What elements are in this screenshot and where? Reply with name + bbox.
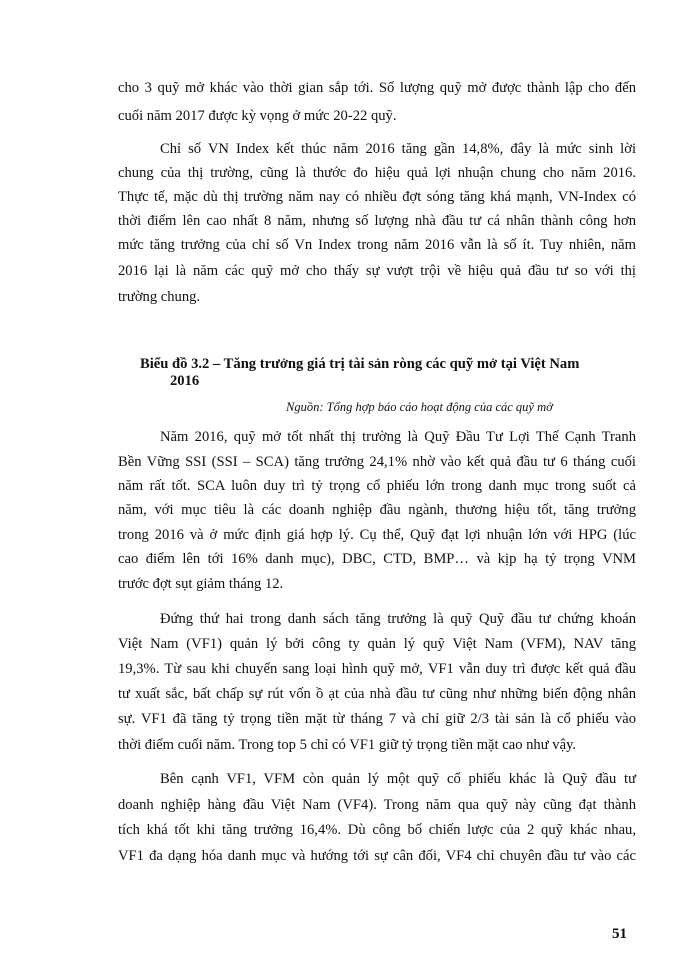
paragraph-4-line-4: tư xuất sắc, bất chấp sự rút vốn ồ ạt của nhà đầu tư cũng như những biến động nhân [118, 686, 636, 702]
paragraph-3-line-5: trong 2016 và ở mức định giá hợp lý. Cụ thể, Quỹ đạt lợi nhuận lớn với HPG (lúc [118, 527, 636, 543]
paragraph-3-line-6: cao điểm lên tới 16% danh mục), DBC, CTD, BMP… và kịp hạ tỷ trọng VNM [118, 551, 636, 567]
paragraph-3-line-1: Năm 2016, quỹ mở tốt nhất thị trường là Quỹ Đầu Tư Lợi Thế Cạnh Tranh [160, 429, 636, 445]
page-number: 51 [612, 926, 627, 942]
paragraph-2-line-1: Chỉ số VN Index kết thúc năm 2016 tăng gần 14,8%, đây là mức sinh lời [160, 141, 636, 157]
paragraph-2-line-3: Thực tế, mặc dù thị trường năm nay có nhiều đợt sóng tăng khá mạnh, VN-Index có [118, 189, 636, 205]
paragraph-2-line-6: 2016 lại là năm các quỹ mở cho thấy sự vượt trội về hiệu quả đầu tư so với thị [118, 263, 636, 279]
paragraph-3-line-4: năm, với mục tiêu là các doanh nghiệp đầu ngành, thương hiệu tốt, tăng trưởng [118, 502, 636, 518]
paragraph-4-line-1: Đứng thứ hai trong danh sách tăng trưởng là quỹ Quỹ đầu tư chứng khoán [160, 611, 636, 627]
paragraph-4-line-2: Việt Nam (VF1) quản lý bởi công ty quản lý quỹ Việt Nam (VFM), NAV tăng [118, 636, 636, 652]
paragraph-2-line-5: mức tăng trưởng của chỉ số Vn Index trong năm 2016 vẫn là số ít. Tuy nhiên, năm [118, 237, 636, 253]
paragraph-4-line-6: thời điểm cuối năm. Trong top 5 chỉ có VF1 giữ tỷ trọng tiền mặt cao như vậy. [118, 737, 577, 753]
paragraph-2-line-2: chung của thị trường, cũng là thước đo hiệu quả lợi nhuận chung cho năm 2016. [118, 165, 636, 181]
paragraph-5-line-2: doanh nghiệp hàng đầu Việt Nam (VF4). Trong năm qua quỹ này cũng đạt thành [118, 797, 636, 813]
figure-caption-year: 2016 [170, 373, 200, 389]
paragraph-2-line-4: thời điểm lên cao nhất 8 năm, nhưng số lượng nhà đầu tư cá nhân thành công hơn [118, 213, 636, 229]
paragraph-3-line-2: Bền Vững SSI (SSI – SCA) tăng trưởng 24,1% nhờ vào kết quả đầu tư 6 tháng cuối [118, 454, 636, 470]
paragraph-1-line-2: cuối năm 2017 được kỳ vọng ở mức 20-22 quỹ. [118, 108, 397, 124]
paragraph-2-line-7: trường chung. [118, 289, 201, 305]
paragraph-3-line-3: năm rất tốt. SCA luôn duy trì tỷ trọng cổ phiếu lớn trong danh mục trong suốt cả [118, 478, 636, 494]
figure-source-note: Nguồn: Tổng hợp báo cáo hoạt động của các quỹ mở [286, 400, 553, 414]
paragraph-5-line-4: VF1 đa dạng hóa danh mục và hướng tới sự cân đối, VF4 chỉ chuyên đầu tư vào các [118, 848, 636, 864]
figure-caption-title: Biểu đồ 3.2 – Tăng trưởng giá trị tài sản ròng các quỹ mở tại Việt Nam [140, 356, 580, 372]
paragraph-1-line-1: cho 3 quỹ mở khác vào thời gian sắp tới. Số lượng quỹ mở được thành lập cho đến [118, 80, 636, 96]
paragraph-3-line-7: trước đợt sụt giảm tháng 12. [118, 576, 284, 592]
paragraph-4-line-3: 19,3%. Từ sau khi chuyển sang loại hình quỹ mở, VF1 vẫn duy trì được kết quả đầu [118, 661, 636, 677]
paragraph-4-line-5: sự. VF1 đã tăng tỷ trọng tiền mặt từ tháng 7 và chỉ giữ 2/3 tài sản là cổ phiếu vào [118, 711, 636, 727]
paragraph-5-line-3: tích khá tốt khi tăng trưởng 16,4%. Dù công bố chiến lược của 2 quỹ khác nhau, [118, 822, 636, 838]
paragraph-5-line-1: Bên cạnh VF1, VFM còn quản lý một quỹ cổ phiếu khác là Quỹ đầu tư [160, 771, 636, 787]
